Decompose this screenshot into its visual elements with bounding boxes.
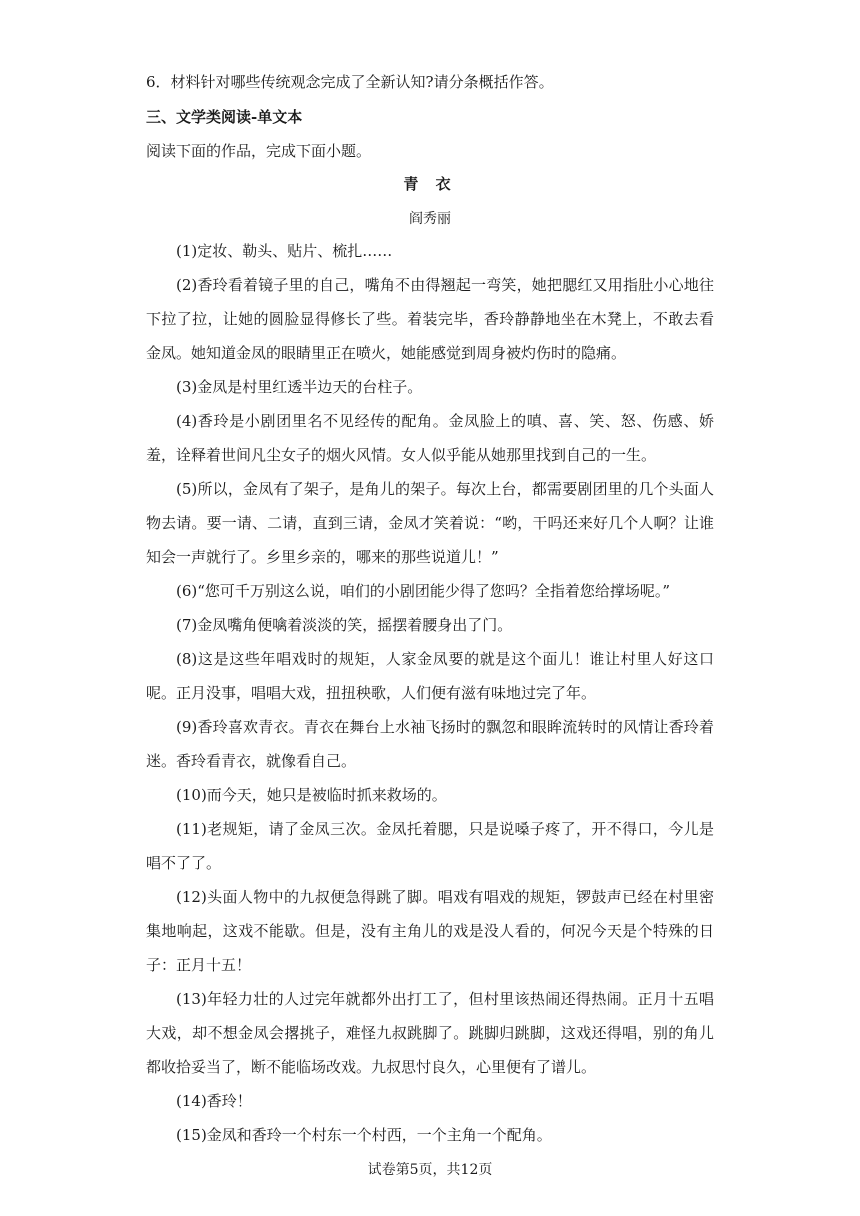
paragraph-9: (9)香玲喜欢青衣。青衣在舞台上水袖飞扬时的飘忽和眼眸流转时的风情让香玲着迷。香玲看青衣，就像看自己。 [146, 718, 714, 770]
page-footer: 试卷第5页，共12页 [367, 1162, 493, 1178]
instruction: 阅读下面的作品，完成下面小题。 [146, 142, 372, 160]
paragraph-7: (7)金凤嘴角便噙着淡淡的笑，摇摆着腰身出了门。 [176, 616, 513, 634]
paragraph-14: (14)香玲！ [176, 1092, 252, 1110]
paragraph-12: (12)头面人物中的九叔便急得跳了脚。唱戏有唱戏的规矩，锣鼓声已经在村里密集地响起，这戏不能歇。但是，没有主角儿的戏是没人看的，何况今天是个特殊的日子：正月十五！ [146, 888, 714, 974]
paragraph-8: (8)这是这些年唱戏时的规矩，人家金凤要的就是这个面儿！谁让村里人好这口呢。正月没事，唱唱大戏，扭扭秧歌，人们便有滋有味地过完了年。 [146, 650, 714, 702]
paragraph-2: (2)香玲看着镜子里的自己，嘴角不由得翘起一弯笑，她把腮红又用指肚小心地往下拉了拉，让她的圆脸显得修长了些。着装完毕，香玲静静地坐在木凳上，不敢去看金凤。她知道金凤的眼睛里正在喷火，她能感觉到周身被灼伤时的隐痛。 [146, 276, 714, 362]
paragraph-15: (15)金凤和香玲一个村东一个村西，一个主角一个配角。 [176, 1126, 552, 1144]
paragraph-4: (4)香玲是小剧团里名不见经传的配角。金凤脸上的嗔、喜、笑、怒、伤感、娇羞，诠释着世间凡尘女子的烟火风情。女人似乎能从她那里找到自己的一生。 [146, 412, 714, 464]
story-title: 青 衣 [403, 175, 457, 193]
paragraph-11: (11)老规矩，请了金凤三次。金凤托着腮，只是说嗓子疼了，开不得口，今儿是唱不了了。 [146, 820, 714, 872]
paragraph-10: (10)而今天，她只是被临时抓来救场的。 [176, 786, 447, 804]
section-heading: 三、文学类阅读-单文本 [146, 108, 303, 126]
question-6: 6．材料针对哪些传统观念完成了全新认知?请分条概括作答。 [146, 73, 554, 91]
paragraph-1: (1)定妆、勒头、贴片、梳扎…… [176, 242, 393, 260]
paragraph-13: (13)年轻力壮的人过完年就都外出打工了，但村里该热闹还得热闹。正月十五唱大戏，却不想金凤会撂挑子，难怪九叔跳脚了。跳脚归跳脚，这戏还得唱，别的角儿都收拾妥当了，断不能临场改戏。九叔思忖良久，心里便有了谱儿。 [146, 990, 714, 1076]
story-author: 阎秀丽 [409, 211, 451, 227]
paragraph-5: (5)所以，金凤有了架子，是角儿的架子。每次上台，都需要剧团里的几个头面人物去请。要一请、二请，直到三请，金凤才笑着说：“哟，干吗还来好几个人啊？让谁知会一声就行了。乡里乡亲的，哪来的那些说道儿！” [146, 480, 714, 566]
paragraph-3: (3)金凤是村里红透半边天的台柱子。 [176, 378, 423, 396]
paragraph-6: (6)“您可千万别这么说，咱们的小剧团能少得了您吗？全指着您给撑场呢。” [176, 582, 671, 600]
